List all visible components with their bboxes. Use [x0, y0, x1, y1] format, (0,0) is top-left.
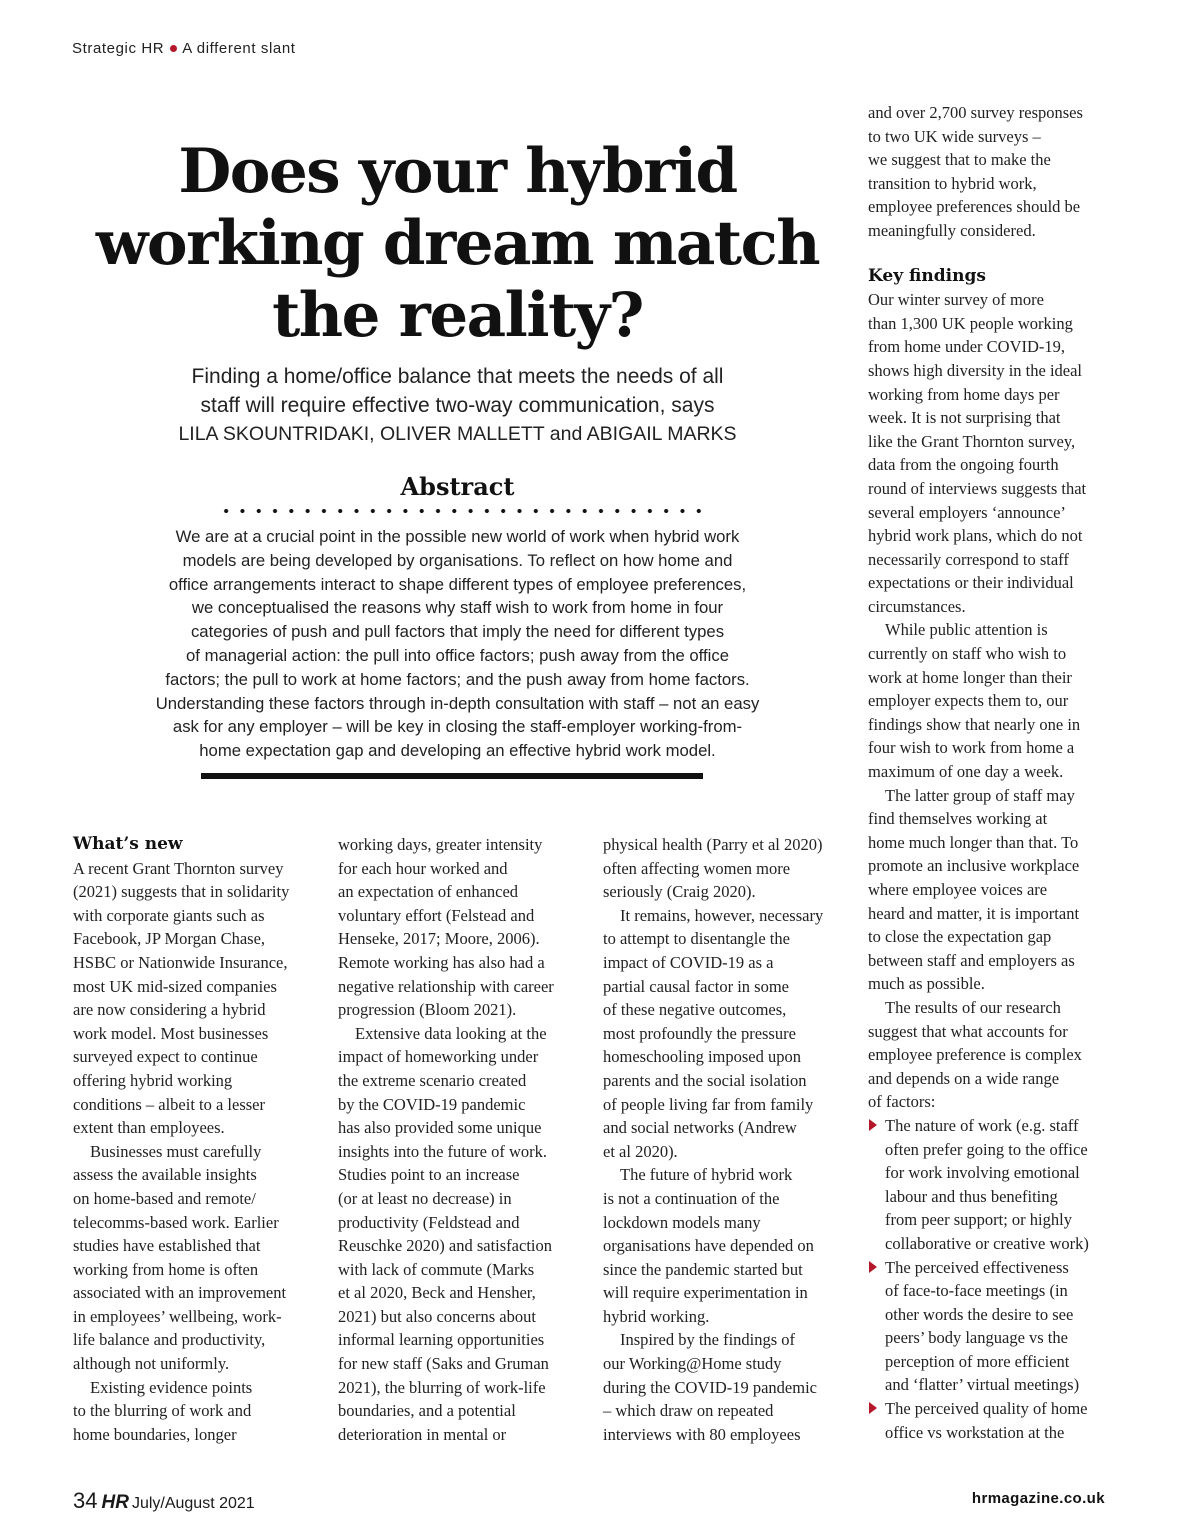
section-label: Strategic HR — [72, 40, 165, 57]
paragraph-line: find themselves working at — [868, 809, 1048, 829]
section-heading: What’s new — [73, 834, 183, 854]
body-column-3 — [603, 833, 843, 1446]
paragraph-line: home much longer than that. To — [868, 832, 1079, 852]
paragraph-line: impact of COVID-19 as a — [603, 952, 774, 972]
abstract-line: We are at a crucial point in the possible new world of work when hybrid work — [175, 527, 740, 546]
paragraph-line: 2021), the blurring of work-life — [338, 1377, 546, 1397]
paragraph-line: has also provided some unique — [338, 1118, 542, 1138]
paragraph-line: often affecting women more — [603, 858, 791, 878]
paragraph-line: Remote working has also had a — [338, 952, 545, 972]
paragraph-line: where employee voices are — [868, 880, 1048, 899]
paragraph-line: several employers ‘announce’ — [868, 502, 1066, 522]
magazine-name: HR — [101, 1492, 129, 1513]
paragraph-line: employee preferences should be — [868, 197, 1081, 217]
paragraph-line: with lack of commute (Marks — [338, 1259, 535, 1279]
paragraph-line: Facebook, JP Morgan Chase, — [73, 929, 266, 949]
paragraph-line: of factors: — [868, 1092, 936, 1112]
paragraph-line: Our winter survey of more — [868, 290, 1044, 310]
abstract-line: categories of push and pull factors that imply the need for different types — [190, 622, 725, 642]
paragraph-line: Henseke, 2017; Moore, 2006). — [338, 929, 540, 949]
paragraph-line: the extreme scenario created — [338, 1070, 527, 1090]
paragraph-line: homeschooling imposed upon — [603, 1047, 801, 1067]
body-column-4 — [868, 101, 1113, 1444]
page-footer — [73, 1488, 255, 1514]
bullet-dot-icon — [170, 45, 177, 52]
bullet-text: for work involving emotional — [885, 1163, 1080, 1183]
standfirst-line: staff will require effective two-way communication, says — [200, 394, 715, 417]
paragraph-line: physical health (Parry et al 2020) — [603, 835, 823, 854]
paragraph-line: in employees’ wellbeing, work- — [73, 1306, 282, 1326]
paragraph-line: 2021) but also concerns about — [338, 1306, 536, 1326]
paragraph-line: offering hybrid working — [73, 1070, 233, 1090]
bullet-text: perception of more efficient — [885, 1351, 1070, 1371]
paragraph-line: data from the ongoing fourth — [868, 455, 1059, 475]
standfirst-line: Finding a home/office balance that meets the needs of all — [191, 365, 724, 388]
paragraph-line: working from home is often — [73, 1259, 259, 1279]
bullet-text: from peer support; or highly — [885, 1210, 1072, 1230]
paragraph-line: we suggest that to make the — [868, 150, 1051, 170]
body-column-2 — [338, 833, 578, 1446]
paragraph-line: an expectation of enhanced — [338, 882, 519, 902]
paragraph-line: maximum of one day a week. — [868, 762, 1064, 782]
website-link[interactable]: hrmagazine.co.uk — [971, 1490, 1105, 1507]
paragraph-line: progression (Bloom 2021). — [338, 1000, 517, 1020]
paragraph-line: work at home longer than their — [868, 667, 1072, 687]
paragraph-line: on home-based and remote/ — [73, 1188, 256, 1208]
paragraph-line: negative relationship with career — [338, 976, 554, 996]
paragraph-line: Businesses must carefully — [90, 1141, 262, 1161]
abstract-body — [90, 525, 825, 763]
dotted-divider — [218, 507, 708, 515]
subsection-label: A different slant — [182, 40, 296, 57]
abstract-line: office arrangements interact to shape different types of employee preferences, — [168, 574, 747, 594]
triangle-bullet-icon — [869, 1119, 877, 1131]
paragraph-line: boundaries, and a potential — [338, 1401, 516, 1421]
paragraph-line: It remains, however, necessary — [620, 905, 824, 925]
paragraph-line: lockdown models many — [603, 1212, 761, 1232]
running-header — [72, 40, 296, 57]
bullet-text: collaborative or creative work) — [885, 1233, 1089, 1253]
paragraph-line: working days, greater intensity — [338, 835, 543, 854]
paragraph-line: suggest that what accounts for — [868, 1021, 1068, 1041]
triangle-bullet-icon — [869, 1261, 877, 1273]
bullet-text: other words the desire to see — [885, 1304, 1074, 1324]
paragraph-line: and depends on a wide range — [868, 1068, 1060, 1088]
paragraph-line: surveyed expect to continue — [73, 1047, 258, 1067]
section-heading: Key findings — [868, 265, 986, 286]
abstract-title: Abstract — [400, 472, 515, 501]
paragraph-line: extent than employees. — [73, 1118, 225, 1138]
paragraph-line: (2021) suggests that in solidarity — [73, 882, 290, 902]
bullet-item — [868, 1397, 1113, 1421]
paragraph-line: to close the expectation gap — [868, 927, 1052, 947]
paragraph-line: partial causal factor in some — [603, 976, 790, 996]
abstract-line: we conceptualised the reasons why staff wish to work from home in four — [191, 598, 724, 618]
paragraph-line: Reuschke 2020) and satisfaction — [338, 1236, 552, 1256]
paragraph-line: informal learning opportunities — [338, 1330, 545, 1350]
paragraph-line: since the pandemic started but — [603, 1259, 803, 1279]
paragraph-line: meaningfully considered. — [868, 220, 1036, 240]
paragraph-line: et al 2020, Beck and Hensher, — [338, 1283, 536, 1303]
paragraph-line: hybrid work plans, which do not — [868, 526, 1083, 546]
paragraph-line: conditions – albeit to a lesser — [73, 1094, 265, 1114]
bullet-item — [868, 1114, 1113, 1138]
paragraph-line: While public attention is — [885, 620, 1048, 640]
paragraph-line: The latter group of staff may — [885, 785, 1075, 805]
paragraph-line: four wish to work from home a — [868, 738, 1075, 758]
bullet-text: and ‘flatter’ virtual meetings) — [885, 1375, 1080, 1395]
paragraph-line: (or at least no decrease) in — [338, 1188, 512, 1208]
paragraph-line: most profoundly the pressure — [603, 1023, 796, 1043]
paragraph-line: shows high diversity in the ideal — [868, 360, 1083, 380]
paragraph-line: life balance and productivity, — [73, 1330, 266, 1350]
paragraph-line: findings show that nearly one in — [868, 714, 1081, 734]
bullet-text: The nature of work (e.g. staff — [885, 1115, 1079, 1135]
bullet-text: The perceived quality of home — [885, 1399, 1088, 1419]
paragraph-line: much as possible. — [868, 974, 985, 994]
paragraph-line: for new staff (Saks and Gruman — [338, 1354, 549, 1374]
paragraph-line: round of interviews suggests that — [868, 478, 1087, 498]
page-number: 34 — [73, 1488, 98, 1513]
paragraph-line: Extensive data looking at the — [355, 1023, 547, 1043]
paragraph-line: of these negative outcomes, — [603, 1000, 787, 1020]
paragraph-line: employer expects them to, our — [868, 691, 1069, 711]
paragraph-line: like the Grant Thornton survey, — [868, 431, 1076, 451]
bullet-text: office vs workstation at the — [885, 1422, 1065, 1442]
paragraph-line: The future of hybrid work — [620, 1165, 793, 1185]
paragraph-line: expectations or their individual — [868, 573, 1074, 593]
paragraph-line: seriously (Craig 2020). — [603, 882, 756, 902]
abstract-line: Understanding these factors through in-depth consultation with staff – not an easy — [155, 693, 760, 713]
paragraph-line: promote an inclusive workplace — [868, 856, 1080, 876]
paragraph-line: to two UK wide surveys – — [868, 126, 1041, 146]
paragraph-line: circumstances. — [868, 596, 966, 616]
paragraph-line: voluntary effort (Felstead and — [338, 905, 535, 925]
paragraph-line: our Working@Home study — [603, 1354, 782, 1374]
paragraph-line: HSBC or Nationwide Insurance, — [73, 952, 288, 972]
paragraph-line: working from home days per — [868, 384, 1060, 404]
paragraph-line: studies have established that — [73, 1236, 261, 1256]
paragraph-line: and over 2,700 survey responses — [868, 103, 1083, 122]
bullet-text: of face-to-face meetings (in — [885, 1281, 1068, 1301]
paragraph-line: work model. Most businesses — [73, 1023, 269, 1043]
paragraph-line: to attempt to disentangle the — [603, 929, 790, 949]
paragraph-line: Studies point to an increase — [338, 1165, 520, 1185]
issue-date: July/August 2021 — [131, 1495, 255, 1512]
abstract-line: home expectation gap and developing an effective hybrid work model. — [199, 741, 716, 761]
paragraph-line: associated with an improvement — [73, 1283, 287, 1303]
paragraph-line: employee preference is complex — [868, 1045, 1082, 1065]
bullet-item — [868, 1256, 1113, 1280]
abstract-line: of managerial action: the pull into office factors; push away from the office — [186, 645, 729, 665]
paragraph-line: Existing evidence points — [90, 1377, 253, 1397]
paragraph-line: productivity (Feldstead and — [338, 1212, 520, 1232]
paragraph-line: transition to hybrid work, — [868, 173, 1037, 193]
paragraph-line: and social networks (Andrew — [603, 1118, 797, 1138]
paragraph-line: than 1,300 UK people working — [868, 313, 1073, 333]
headline-line: Does your hybrid — [178, 136, 737, 207]
abstract-rule — [201, 773, 703, 779]
triangle-bullet-icon — [869, 1402, 877, 1414]
paragraph-line: heard and matter, it is important — [868, 903, 1080, 923]
paragraph-line: are now considering a hybrid — [73, 1000, 266, 1020]
paragraph-line: assess the available insights — [73, 1165, 257, 1185]
paragraph-line: deterioration in mental or — [338, 1424, 507, 1444]
paragraph-line: by the COVID-19 pandemic — [338, 1094, 526, 1114]
paragraph-line: although not uniformly. — [73, 1354, 230, 1374]
paragraph-line: impact of homeworking under — [338, 1047, 539, 1067]
headline-line: working dream match — [95, 208, 820, 279]
paragraph-line: – which draw on repeated — [603, 1401, 774, 1421]
bullet-text: often prefer going to the office — [885, 1139, 1088, 1159]
paragraph-line: currently on staff who wish to — [868, 644, 1067, 664]
paragraph-line: for each hour worked and — [338, 858, 508, 878]
paragraph-line: home boundaries, longer — [73, 1424, 237, 1444]
abstract-line: ask for any employer – will be key in closing the staff-employer working-from- — [172, 717, 743, 737]
paragraph-line: Inspired by the findings of — [620, 1330, 796, 1350]
abstract-line: factors; the pull to work at home factors; and the push away from home factors. — [165, 669, 750, 689]
paragraph-line: telecomms-based work. Earlier — [73, 1212, 279, 1232]
body-column-1 — [73, 833, 313, 1446]
paragraph-line: insights into the future of work. — [338, 1141, 547, 1161]
article-headline — [90, 136, 825, 352]
paragraph-line: necessarily correspond to staff — [868, 549, 1069, 569]
headline-line: the reality? — [272, 280, 643, 351]
paragraph-line: will require experimentation in — [603, 1283, 808, 1303]
paragraph-line: parents and the social isolation — [603, 1070, 807, 1090]
paragraph-line: to the blurring of work and — [73, 1401, 252, 1421]
paragraph-line: between staff and employers as — [868, 950, 1075, 970]
paragraph-line: with corporate giants such as — [73, 905, 265, 925]
paragraph-line: most UK mid-sized companies — [73, 976, 277, 996]
paragraph-line: from home under COVID-19, — [868, 337, 1066, 357]
paragraph-line: organisations have depended on — [603, 1236, 814, 1256]
standfirst — [90, 362, 825, 449]
bullet-text: peers’ body language vs the — [885, 1328, 1068, 1348]
paragraph-line: week. It is not surprising that — [868, 408, 1061, 428]
paragraph-line: during the COVID-19 pandemic — [603, 1377, 817, 1397]
authors-byline: LILA SKOUNTRIDAKI, OLIVER MALLETT and ABIGAIL MARKS — [178, 423, 737, 445]
abstract-line: models are being developed by organisations. To reflect on how home and — [182, 550, 733, 570]
paragraph-line: A recent Grant Thornton survey — [73, 858, 284, 878]
paragraph-line: of people living far from family — [603, 1094, 814, 1114]
bullet-text: The perceived effectiveness — [885, 1257, 1069, 1277]
paragraph-line: hybrid working. — [603, 1306, 710, 1326]
paragraph-line: is not a continuation of the — [603, 1188, 780, 1208]
bullet-text: labour and thus benefiting — [885, 1186, 1058, 1206]
spacer — [868, 243, 1113, 265]
paragraph-line: et al 2020). — [603, 1141, 678, 1161]
paragraph-line: interviews with 80 employees — [603, 1424, 801, 1444]
paragraph-line: The results of our research — [885, 997, 1061, 1017]
